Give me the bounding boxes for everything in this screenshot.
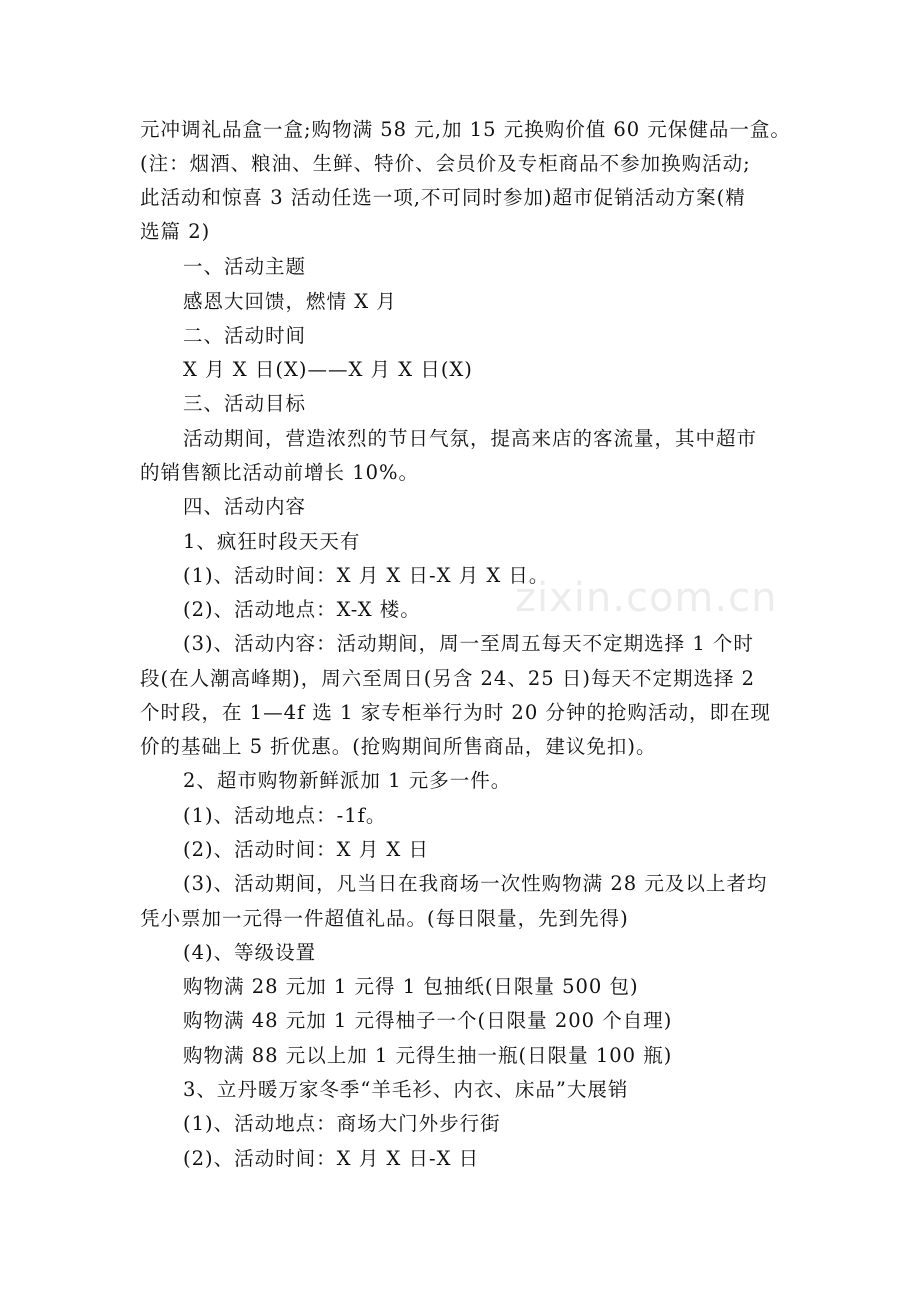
section-heading: 一、活动主题 bbox=[183, 255, 307, 278]
section-heading: 四、活动内容 bbox=[183, 495, 307, 518]
paragraph-line: 活动期间，营造浓烈的节日气氛，提高来店的客流量，其中超市 bbox=[183, 427, 758, 450]
paragraph-line: 感恩大回馈，燃情 X 月 bbox=[183, 290, 397, 313]
list-item: (2)、活动时间：X 月 X 日 bbox=[183, 838, 429, 861]
list-item: (2)、活动地点：X-X 楼。 bbox=[183, 598, 421, 621]
paragraph-line: 的销售额比活动前增长 10%。 bbox=[140, 461, 420, 484]
list-item: (3)、活动期间，凡当日在我商场一次性购物满 28 元及以上者均 bbox=[183, 872, 768, 895]
list-item: (3)、活动内容：活动期间，周一至周五每天不定期选择 1 个时 bbox=[183, 632, 754, 655]
list-item: (1)、活动时间：X 月 X 日-X 月 X 日。 bbox=[183, 564, 550, 587]
watermark: zixin.com.cn bbox=[515, 575, 778, 621]
paragraph-line: 购物满 28 元加 1 元得 1 包抽纸(日限量 500 包) bbox=[183, 975, 639, 998]
paragraph-line: 购物满 88 元以上加 1 元得生抽一瓶(日限量 100 瓶) bbox=[183, 1044, 673, 1067]
subsection-heading: 2、超市购物新鲜派加 1 元多一件。 bbox=[183, 769, 512, 792]
paragraph-line: 凭小票加一元得一件超值礼品。(每日限量，先到先得) bbox=[140, 907, 629, 930]
paragraph-line: (注：烟酒、粮油、生鲜、特价、会员价及专柜商品不参加换购活动; bbox=[140, 152, 751, 175]
paragraph-line: X 月 X 日(X)——X 月 X 日(X) bbox=[183, 358, 473, 381]
list-item: (1)、活动地点：-1f。 bbox=[183, 804, 387, 827]
paragraph-line: 段(在人潮高峰期)，周六至周日(另含 24、25 日)每天不定期选择 2 bbox=[140, 667, 756, 690]
paragraph-line: 此活动和惊喜 3 活动任选一项,不可同时参加)超市促销活动方案(精 bbox=[140, 186, 746, 209]
paragraph-line: 选篇 2) bbox=[140, 220, 211, 243]
section-heading: 三、活动目标 bbox=[183, 392, 307, 415]
paragraph-line: 购物满 48 元加 1 元得柚子一个(日限量 200 个自理) bbox=[183, 1009, 673, 1032]
list-item: (4)、等级设置 bbox=[183, 941, 317, 964]
list-item: (2)、活动时间：X 月 X 日-X 日 bbox=[183, 1147, 480, 1170]
subsection-heading: 1、疯狂时段天天有 bbox=[183, 530, 361, 553]
paragraph-line: 元冲调礼品盒一盒;购物满 58 元,加 15 元换购价值 60 元保健品一盒。 bbox=[140, 118, 791, 141]
subsection-heading: 3、立丹暖万家冬季“羊毛衫、内衣、床品”大展销 bbox=[183, 1078, 629, 1101]
paragraph-line: 个时段，在 1—4f 选 1 家专柜举行为时 20 分钟的抢购活动，即在现 bbox=[140, 701, 771, 724]
list-item: (1)、活动地点：商场大门外步行街 bbox=[183, 1112, 501, 1135]
paragraph-line: 价的基础上 5 折优惠。(抢购期间所售商品，建议免扣)。 bbox=[140, 735, 657, 758]
section-heading: 二、活动时间 bbox=[183, 324, 307, 347]
